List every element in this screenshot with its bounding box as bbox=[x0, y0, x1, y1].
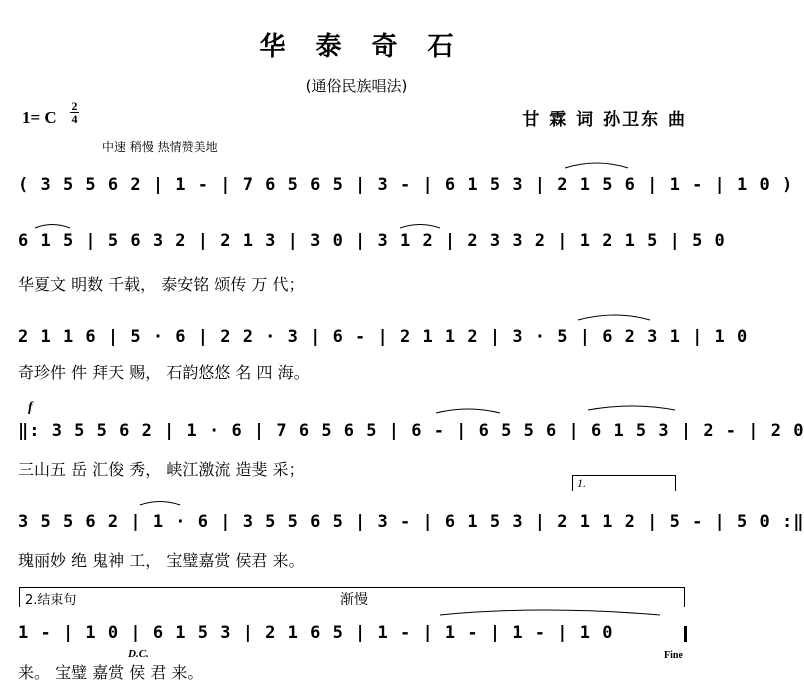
ritardando-marking: 渐慢 bbox=[340, 592, 368, 608]
key-signature: 1= C bbox=[22, 108, 57, 127]
da-capo-marking: D.C. bbox=[128, 648, 149, 660]
meter-bottom: 4 bbox=[71, 112, 78, 126]
slur-arc-7 bbox=[140, 502, 180, 506]
tie-arc-1 bbox=[565, 163, 628, 168]
first-ending-bracket: 1. bbox=[572, 475, 676, 491]
lyrics-line-2: 华夏文 明数 千载， 泰安铭 颂传 万 代； bbox=[18, 275, 305, 294]
slur-arc-4 bbox=[578, 315, 650, 320]
notation-line-1: ( 3 5 5 6 2 | 1 - | 7 6 5 6 5 | 3 - | 6 1 5 3 | 2 1 5 6 | 1 - | 1 0 ) bbox=[18, 175, 794, 195]
notation-line-6: 1 - | 1 0 | 6 1 5 3 | 2 1 6 5 | 1 - | 1 - | 1 - | 1 0 bbox=[18, 623, 614, 643]
meter-top: 2 bbox=[71, 99, 78, 113]
lyrics-line-5: 瑰丽妙 绝 鬼神 工， 宝璧嘉赏 侯君 来。 bbox=[18, 551, 305, 570]
tempo-marking: 中速 稍慢 热情赞美地 bbox=[102, 140, 218, 154]
singing-style: (通俗民族唱法) bbox=[305, 77, 408, 95]
credits: 甘 霖 词 孙卫东 曲 bbox=[522, 110, 687, 130]
lyrics-line-4: 三山五 岳 汇俊 秀， 峡江激流 造斐 采； bbox=[18, 460, 305, 479]
dynamic-marking: f bbox=[28, 400, 33, 415]
second-ending-label: 2.结束句 bbox=[25, 593, 77, 608]
fine-marking: Fine bbox=[664, 650, 683, 661]
slur-arc-6 bbox=[588, 406, 675, 410]
slur-arc-3 bbox=[400, 225, 440, 229]
lyrics-line-6: 来。 宝璧 嘉赏 侯 君 来。 bbox=[18, 663, 204, 682]
notation-line-2: 6 1 5 | 5 6 3 2 | 2 1 3 | 3 0 | 3 1 2 | 2 3 3 2 | 1 2 1 5 | 5 0 bbox=[18, 231, 726, 251]
tie-arc-8 bbox=[440, 610, 660, 615]
notation-line-4: ‖: 3 5 5 6 2 | 1 · 6 | 7 6 5 6 5 | 6 - | 6 5 5 6 | 6 1 5 3 | 2 - | 2 0 bbox=[18, 421, 804, 441]
notation-line-5: 3 5 5 6 2 | 1 · 6 | 3 5 5 6 5 | 3 - | 6 1 5 3 | 2 1 1 2 | 5 - | 5 0 :‖ bbox=[18, 512, 804, 532]
lyrics-line-3: 奇珍件 件 拜天 赐， 石韵悠悠 名 四 海。 bbox=[18, 363, 310, 382]
notation-line-3: 2 1 1 6 | 5 · 6 | 2 2 · 3 | 6 - | 2 1 1 2 | 3 · 5 | 6 2 3 1 | 1 0 bbox=[18, 327, 749, 347]
slur-arc-2 bbox=[35, 225, 70, 229]
slur-arc-5 bbox=[436, 409, 500, 413]
song-title: 华泰奇石 bbox=[259, 32, 484, 62]
